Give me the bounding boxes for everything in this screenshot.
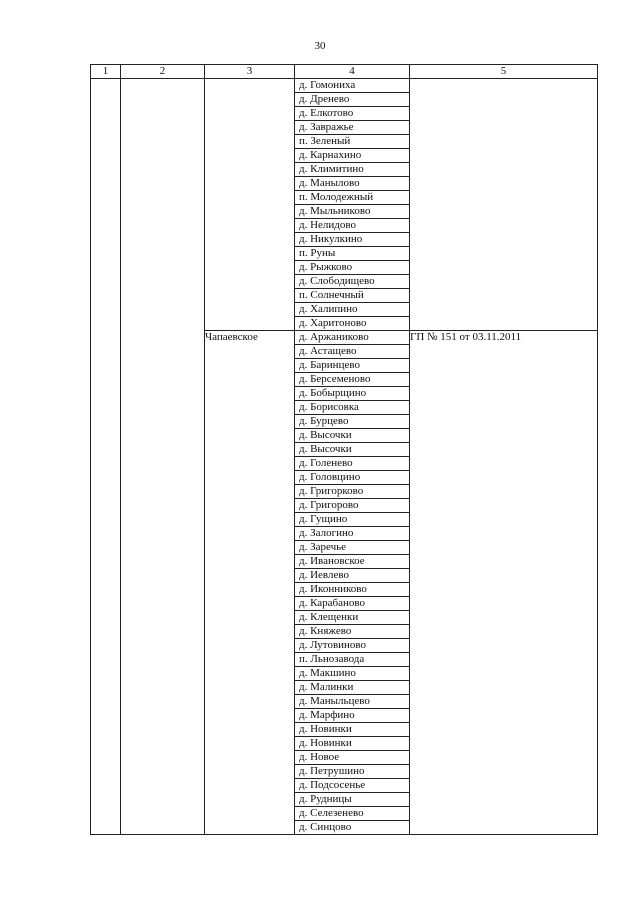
settlement-item: д. Манылово bbox=[295, 177, 409, 191]
settlement-item: п. Молодежный bbox=[295, 191, 409, 205]
settlement-item: д. Малинки bbox=[295, 681, 409, 695]
settlement-item: п. Солнечный bbox=[295, 289, 409, 303]
settlement-item: д. Григорово bbox=[295, 499, 409, 513]
settlement-item: д. Новинки bbox=[295, 737, 409, 751]
settlement-item: д. Гомониха bbox=[295, 79, 409, 93]
settlement-item: д. Селезенево bbox=[295, 807, 409, 821]
settlement-item: д. Халипино bbox=[295, 303, 409, 317]
settlement-item: д. Макшино bbox=[295, 667, 409, 681]
municipality-name: Чапаевское bbox=[205, 331, 258, 343]
settlement-item: д. Харитоново bbox=[299, 317, 367, 329]
settlement-item: д. Слободищево bbox=[295, 275, 409, 289]
settlement-item: д. Астащево bbox=[295, 345, 409, 359]
settlement-item: д. Лутовиново bbox=[295, 639, 409, 653]
settlement-item: д. Баринцево bbox=[295, 359, 409, 373]
document-cell-a bbox=[410, 79, 598, 331]
settlement-item: д. Синцово bbox=[299, 821, 352, 833]
plan-document: ГП № 151 от 03.11.2011 bbox=[410, 331, 522, 343]
page-number: 30 bbox=[314, 40, 326, 52]
settlement-item: д. Клещенки bbox=[295, 611, 409, 625]
settlement-item: д. Иконниково bbox=[295, 583, 409, 597]
settlement-item: д. Подсосенье bbox=[295, 779, 409, 793]
col-2-cell bbox=[121, 79, 205, 835]
header-row bbox=[91, 65, 598, 79]
settlement-item: д. Петрушино bbox=[295, 765, 409, 779]
settlement-item: д. Бурцево bbox=[295, 415, 409, 429]
table-row bbox=[91, 79, 598, 331]
settlement-item: п. Зеленый bbox=[295, 135, 409, 149]
settlement-item: д. Борисовка bbox=[295, 401, 409, 415]
settlement-item: д. Гущино bbox=[295, 513, 409, 527]
settlement-item: д. Новинки bbox=[295, 723, 409, 737]
settlement-item: д. Аржаниково bbox=[295, 331, 409, 345]
settlement-list-a bbox=[295, 79, 409, 330]
settlement-item: д. Заречье bbox=[295, 541, 409, 555]
settlement-item: д. Никулкино bbox=[295, 233, 409, 247]
municipality-cell-a bbox=[205, 79, 295, 331]
settlement-item: д. Бобырщино bbox=[295, 387, 409, 401]
header-col-5: 5 bbox=[410, 65, 598, 79]
header-col-2: 2 bbox=[121, 65, 205, 79]
header-col-1: 1 bbox=[91, 65, 121, 79]
settlement-item: д. Ивановское bbox=[295, 555, 409, 569]
settlement-item: д. Мыльниково bbox=[295, 205, 409, 219]
header-col-4: 4 bbox=[295, 65, 410, 79]
settlement-item: д. Григорково bbox=[295, 485, 409, 499]
settlements-cell-b bbox=[295, 331, 410, 835]
col-1-cell bbox=[91, 79, 121, 835]
municipality-cell-b bbox=[205, 331, 295, 835]
document-cell-b bbox=[410, 331, 598, 835]
settlement-item: д. Елкотово bbox=[295, 107, 409, 121]
settlement-item: д. Головцино bbox=[295, 471, 409, 485]
settlement-item: д. Карнахино bbox=[295, 149, 409, 163]
settlements-table bbox=[90, 64, 598, 835]
settlement-item: д. Завражье bbox=[295, 121, 409, 135]
settlement-item: д. Дренево bbox=[295, 93, 409, 107]
settlement-item: п. Руны bbox=[295, 247, 409, 261]
settlement-item: д. Иевлево bbox=[295, 569, 409, 583]
settlement-item: д. Рыжково bbox=[295, 261, 409, 275]
settlement-item: д. Залогино bbox=[295, 527, 409, 541]
settlement-item: д. Берсеменово bbox=[295, 373, 409, 387]
settlement-item: д. Марфино bbox=[295, 709, 409, 723]
settlements-cell-a bbox=[295, 79, 410, 331]
settlement-item: д. Высочки bbox=[295, 429, 409, 443]
settlement-item: д. Нелидово bbox=[295, 219, 409, 233]
settlement-item: д. Карабаново bbox=[295, 597, 409, 611]
settlement-item: д. Маныльцево bbox=[295, 695, 409, 709]
settlement-item: д. Климитино bbox=[295, 163, 409, 177]
settlement-item: п. Льнозавода bbox=[295, 653, 409, 667]
settlement-item: д. Высочки bbox=[295, 443, 409, 457]
settlement-item: д. Рудницы bbox=[295, 793, 409, 807]
settlement-item: д. Княжево bbox=[295, 625, 409, 639]
settlement-list-b bbox=[295, 331, 409, 834]
settlement-item: д. Новое bbox=[295, 751, 409, 765]
settlement-item: д. Голенево bbox=[295, 457, 409, 471]
header-col-3: 3 bbox=[205, 65, 295, 79]
